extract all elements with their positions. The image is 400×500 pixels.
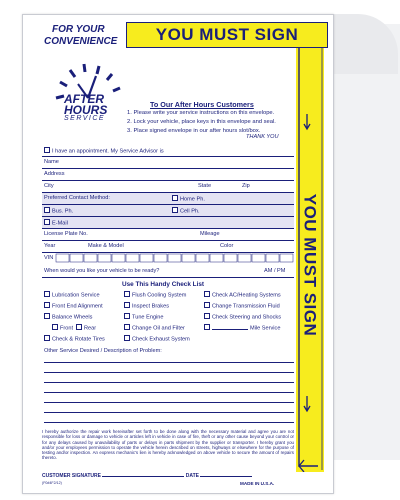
- vin-digit-box[interactable]: [238, 254, 251, 262]
- logo-after: AFTER: [64, 92, 104, 106]
- vin-digit-box[interactable]: [84, 254, 97, 262]
- checkbox[interactable]: [76, 324, 82, 330]
- check-mile-service[interactable]: Mile Service: [204, 324, 280, 332]
- vin-digit-box[interactable]: [196, 254, 209, 262]
- check-oil-filter[interactable]: Change Oil and Filter: [124, 324, 185, 332]
- you-must-sign-banner: [126, 22, 328, 48]
- logo-hours: HOURS: [64, 103, 108, 117]
- vin-digit-box[interactable]: [56, 254, 69, 262]
- vin-digit-box[interactable]: [182, 254, 195, 262]
- vin-digit-box[interactable]: [112, 254, 125, 262]
- logo-service: SERVICE: [64, 115, 106, 122]
- checkbox[interactable]: [204, 324, 210, 330]
- cell-phone-checkbox[interactable]: [172, 207, 178, 213]
- made-in-usa: MADE IN U.S.A.: [240, 481, 275, 486]
- address-row[interactable]: Address: [42, 169, 294, 181]
- vin-digit-box[interactable]: [126, 254, 139, 262]
- vin-boxes: [54, 253, 294, 263]
- vin-digit-box[interactable]: [224, 254, 237, 262]
- appointment-checkbox[interactable]: [44, 147, 50, 153]
- checkbox[interactable]: [124, 302, 130, 308]
- name-row[interactable]: Name: [42, 157, 294, 169]
- checkbox[interactable]: [44, 313, 50, 319]
- license-mileage-row[interactable]: License Plate No. Mileage: [42, 229, 294, 241]
- checkbox[interactable]: [204, 313, 210, 319]
- envelope-flap: [328, 24, 400, 460]
- checkbox[interactable]: [124, 335, 130, 341]
- vin-digit-box[interactable]: [252, 254, 265, 262]
- email-row: E-Mail: [42, 217, 294, 229]
- vin-digit-box[interactable]: [140, 254, 153, 262]
- checkbox[interactable]: [44, 302, 50, 308]
- side-sign-label-wrapper: [294, 140, 324, 390]
- checklist-title: Use This Handy Check List: [122, 281, 205, 288]
- other-service-label: Other Service Desired / Description of Problem:: [44, 348, 162, 354]
- vin-digit-box[interactable]: [154, 254, 167, 262]
- checkbox[interactable]: [124, 324, 130, 330]
- check-balance-wheels[interactable]: Balance Wheels: [44, 313, 92, 321]
- check-transmission[interactable]: Change Transmission Fluid: [204, 302, 280, 310]
- vin-digit-box[interactable]: [168, 254, 181, 262]
- checkbox[interactable]: [44, 291, 50, 297]
- check-flush-cooling[interactable]: Flush Cooling System: [124, 291, 186, 299]
- phone-row: Bus. Ph. Cell Ph.: [42, 205, 294, 217]
- instruction-step-1: 1. Please write your service instructions on this envelope.: [127, 110, 275, 116]
- vin-row[interactable]: VIN: [42, 253, 294, 264]
- check-tune-engine[interactable]: Tune Engine: [124, 313, 164, 321]
- contact-method-row: Preferred Contact Method: Home Ph.: [42, 193, 294, 205]
- after-hours-logo: [48, 58, 128, 124]
- checkbox[interactable]: [124, 291, 130, 297]
- vin-digit-box[interactable]: [210, 254, 223, 262]
- email-checkbox[interactable]: [44, 219, 50, 225]
- check-front[interactable]: Front: [52, 324, 73, 332]
- checkbox[interactable]: [52, 324, 58, 330]
- side-sign-label: YOU MUST SIGN: [300, 193, 320, 337]
- check-exhaust[interactable]: Check Exhaust System: [124, 335, 190, 343]
- instruction-step-3: 3. Place signed envelope in our after hours slot/box.: [127, 128, 261, 134]
- checkbox[interactable]: [204, 302, 210, 308]
- convenience-heading: FOR YOUR CONVENIENCE: [44, 24, 118, 47]
- instruction-step-2: 2. Lock your vehicle, place keys in this envelope and seal.: [127, 119, 276, 125]
- form-code: (F0#4F2/12): [42, 481, 62, 485]
- check-lubrication[interactable]: Lubrication Service: [44, 291, 100, 299]
- check-steering[interactable]: Check Steering and Shocks: [204, 313, 281, 321]
- instructions-title: To Our After Hours Customers: [150, 100, 254, 109]
- checkbox[interactable]: [44, 335, 50, 341]
- checkbox[interactable]: [204, 291, 210, 297]
- check-rotate-tires[interactable]: Check & Rotate Tires: [44, 335, 105, 343]
- home-phone-checkbox[interactable]: [172, 195, 178, 201]
- appointment-row: I have an appointment. My Service Advisor is: [42, 145, 294, 157]
- signature-row[interactable]: CUSTOMER SIGNATURE DATE: [42, 473, 252, 479]
- check-front-end-alignment[interactable]: Front End Alignment: [44, 302, 103, 310]
- city-state-zip-row[interactable]: City State Zip: [42, 181, 294, 193]
- check-rear[interactable]: Rear: [76, 324, 96, 332]
- thank-you: THANK YOU: [246, 134, 279, 140]
- year-make-color-row[interactable]: Year Make & Model Color: [42, 241, 294, 253]
- ready-time-row[interactable]: When would you like your vehicle to be ready? AM / PM: [42, 266, 294, 278]
- banner-text: YOU MUST SIGN: [155, 25, 299, 44]
- vin-digit-box[interactable]: [280, 254, 293, 262]
- bus-phone-checkbox[interactable]: [44, 207, 50, 213]
- checkbox[interactable]: [124, 313, 130, 319]
- vin-digit-box[interactable]: [266, 254, 279, 262]
- vin-digit-box[interactable]: [70, 254, 83, 262]
- vin-digit-box[interactable]: [98, 254, 111, 262]
- authorization-text: I hereby authorize the repair work hereinafter set forth to be done along with the necessary material and agree you are not responsible for loss or damage to vehicle or articles left in vehicle in case of fire, theft or any other cause beyond your control or for any delays caused by unavailability of parts or delays in parts shipment by the supplier or transporter. I hereby grant you and/or your employees permission to operate the vehicle herein described on streets, highways or elsewhere for the purpose of testing and/or inspection. An express mechanic's lien is hereby acknowledged on above vehicle to secure the amount of repairs thereto.: [42, 429, 294, 461]
- check-ac-heating[interactable]: Check AC/Heating Systems: [204, 291, 281, 299]
- check-inspect-brakes[interactable]: Inspect Brakes: [124, 302, 169, 310]
